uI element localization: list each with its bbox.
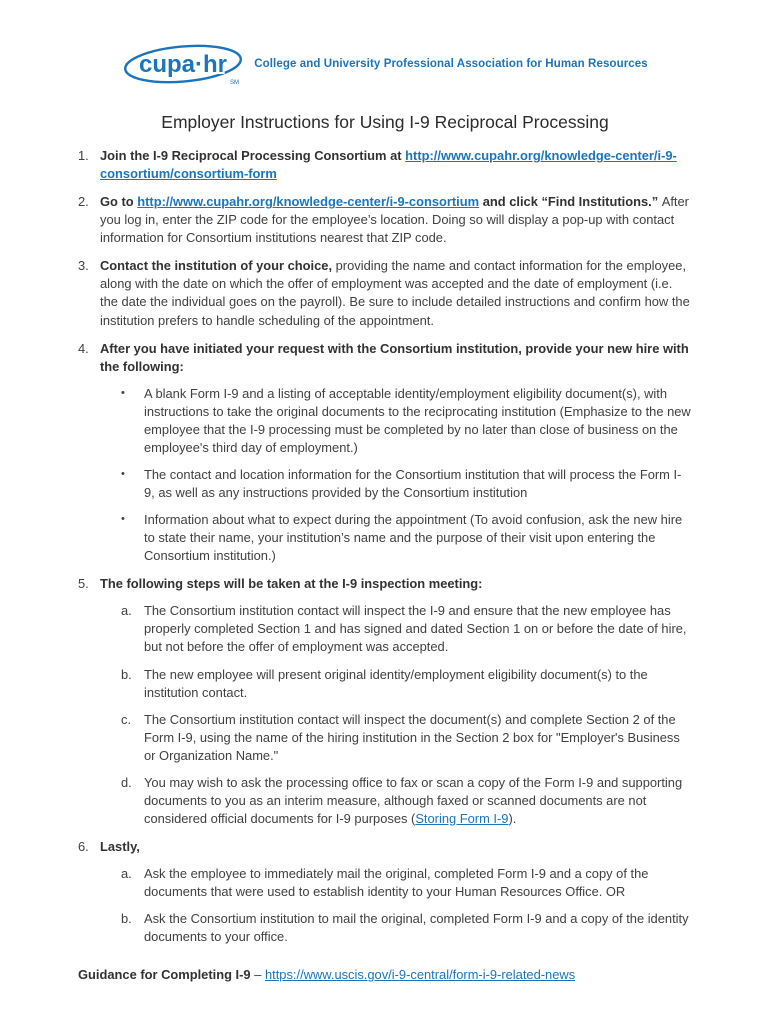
sub-5d-text-after: ). [508,810,517,826]
sub-6b-text: Ask the Consortium institution to mail the original, completed Form I-9 and a copy of the identity documents to your office. [144,911,689,945]
sub-item-6a [121,865,692,901]
item-4-number: 4. [78,340,89,356]
sub-item-5b [121,666,692,702]
sub-letter: a. [121,603,132,619]
item-1-lead: Join the I-9 Reciprocal Processing Consortium at [100,148,406,163]
item-3-lead: Contact the institution of your choice, [100,258,336,274]
item-4-body [100,340,692,566]
list-item-2 [78,193,692,247]
sub-letter: b. [121,666,132,682]
list-item-1 [78,147,692,183]
i9-consortium-link[interactable]: http://www.cupahr.org/knowledge-center/i-9-consortium [137,194,480,210]
sub-5c-text: The Consortium institution contact will inspect the document(s) and complete Section 2 of the Form I-9, using the name of the hiring institution in the Section 2 box for "Employer's Business or Organization Name." [144,711,680,763]
bullet-marker: • [121,467,125,480]
bullet-marker: • [121,513,125,526]
sub-letter: a. [121,866,132,882]
guidance-footer [78,966,692,984]
list-item-6 [78,838,692,946]
bullet-2-text: The contact and location information for the Consortium institution that will process the Form I-9, as well as any instructions provided by the Consortium institution [144,466,682,500]
item-6-lead: Lastly, [100,839,140,854]
item-2-lead-after: and click “Find Institutions.” [479,194,662,210]
item-2-number: 2. [78,194,89,210]
uscis-guidance-link[interactable]: https://www.uscis.gov/i-9-central/form-i-9-related-news [264,967,576,983]
cupahr-logo [122,40,244,88]
storing-form-i9-link[interactable]: Storing Form I-9 [415,810,509,826]
logo-brand-text: cupa·hr [139,51,228,78]
item-6-body [100,838,692,946]
sub-letter: c. [121,711,132,727]
bullet-item-2 [121,466,692,502]
item-5-number: 5. [78,576,89,592]
item-5-body [100,575,692,828]
bullet-3-text: Information about what to expect during the appointment (To avoid confusion, ask the new hire to state their name, your institution’s name and the purpose of their visit upon entering the Consortium institution.) [144,512,683,564]
sub-5d-text [144,774,692,828]
sub-item-6b [121,910,692,946]
guidance-separator: – [250,967,265,983]
list-item-3 [78,257,692,329]
item-2-body [100,193,692,247]
logo-header [78,40,692,88]
item-5-lead: The following steps will be taken at the I-9 inspection meeting: [100,576,483,592]
sub-item-5d [121,774,692,828]
sub-letter: d. [121,774,132,790]
sub-item-5a [121,602,692,656]
item-1-number: 1. [78,148,89,163]
logo-tagline: College and University Professional Association for Human Resources [254,58,648,70]
sub-5d-text-before: You may wish to ask the processing office to fax or scan a copy of the Form I-9 and supporting documents to you as an interim measure, although faxed or scanned documents are not considered official documents for I-9 purposes ( [144,774,683,826]
bullet-item-1 [121,385,692,457]
list-item-4 [78,340,692,566]
guidance-label: Guidance for Completing I-9 [78,967,251,983]
item-3-body [100,257,692,329]
logo-sm-mark: SM [230,80,240,86]
sub-item-5c [121,711,692,765]
item-2-lead: Go to [100,194,138,210]
bullet-1-text: A blank Form I-9 and a listing of acceptable identity/employment eligibility document(s), with instructions to take the original documents to the reciprocating institution (Emphasize to the new employee that the I-9 processing must be completed by no later than close of business on the employee's third day of employment.) [144,385,691,455]
item-4-lead: After you have initiated your request with the Consortium institution, provide your new hire with the following: [100,340,689,374]
list-item-5 [78,575,692,828]
item-1-body [100,147,692,183]
sub-letter: b. [121,911,132,927]
item-3-number: 3. [78,258,89,274]
sub-6a-text: Ask the employee to immediately mail the original, completed Form I-9 and a copy of the documents that were used to establish identity to your Human Resources Office. OR [144,866,649,900]
page-title: Employer Instructions for Using I-9 Reciprocal Processing [161,112,609,132]
consortium-form-link[interactable]: http://www.cupahr.org/knowledge-center/i-9-consortium/consortium-form [100,148,677,182]
sub-5a-text: The Consortium institution contact will inspect the I-9 and ensure that the new employee has properly completed Section 1 and has signed and dated Section 1 on or before the date of hire, but not before the offer of employment was accepted. [144,603,687,655]
item-3-text: providing the name and contact information for the employee, along with the date on which the offer of employment was accepted and the date of employment (i.e. the date the individual goes on the payroll). Be sure to include detailed instructions and confirm how the institution prefers to handle scheduling of the appointment. [100,258,690,328]
item-2-text: After you log in, enter the ZIP code for the employee’s location. Doing so will display a pop-up with contact information for Consortium institutions nearest that ZIP code. [100,194,689,246]
sub-5b-text: The new employee will present original identity/employment eligibility document(s) to the institution contact. [144,666,648,700]
bullet-item-3 [121,511,692,565]
item-6-number: 6. [78,839,89,854]
bullet-marker: • [121,386,125,399]
